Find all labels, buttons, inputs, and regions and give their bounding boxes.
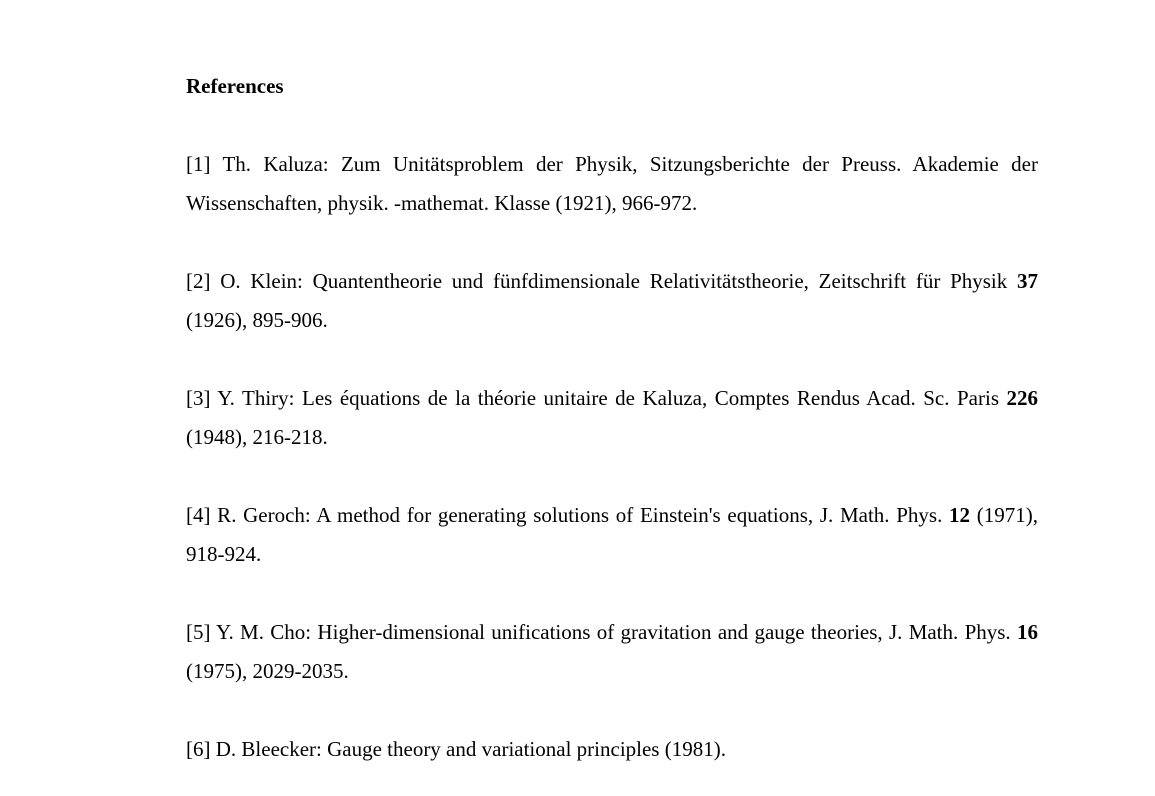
reference-volume: 37 xyxy=(1017,269,1038,293)
reference-text: [2] O. Klein: Quantentheorie und fünfdimensionale Relativitätstheorie, Zeitschrift für Physik xyxy=(186,269,1017,293)
reference-volume: 16 xyxy=(1017,620,1038,644)
reference-item-3 xyxy=(186,379,1038,457)
reference-pages: (1975), 2029-2035. xyxy=(186,659,349,683)
reference-item-2 xyxy=(186,262,1038,340)
reference-text: [4] R. Geroch: A method for generating solutions of Einstein's equations, J. Math. Phys. xyxy=(186,503,950,527)
references-list xyxy=(186,145,1038,796)
reference-text: [1] Th. Kaluza: Zum Unitätsproblem der Physik, Sitzungsberichte der Preuss. Akademie der Wissenschaften, physik. -mathemat. Klasse (1921), 966-972. xyxy=(186,152,1038,215)
reference-volume: 12 xyxy=(949,503,971,527)
reference-item-4 xyxy=(186,496,1038,574)
reference-volume: 226 xyxy=(1006,386,1038,410)
reference-text: [5] Y. M. Cho: Higher-dimensional unifications of gravitation and gauge theories, J. Math. Phys. xyxy=(186,620,1017,644)
reference-item-6 xyxy=(186,730,1038,769)
reference-pages: (1971), 918-924. xyxy=(186,503,1038,566)
reference-text: [6] D. Bleecker: Gauge theory and variational principles (1981). xyxy=(186,737,726,761)
reference-item-1 xyxy=(186,145,1038,223)
reference-text: [3] Y. Thiry: Les équations de la théorie unitaire de Kaluza, Comptes Rendus Acad. Sc. Paris xyxy=(186,386,1007,410)
reference-item-5 xyxy=(186,613,1038,691)
reference-pages: (1948), 216-218. xyxy=(186,425,328,449)
references-heading: References xyxy=(186,74,284,98)
reference-pages: (1926), 895-906. xyxy=(186,308,328,332)
